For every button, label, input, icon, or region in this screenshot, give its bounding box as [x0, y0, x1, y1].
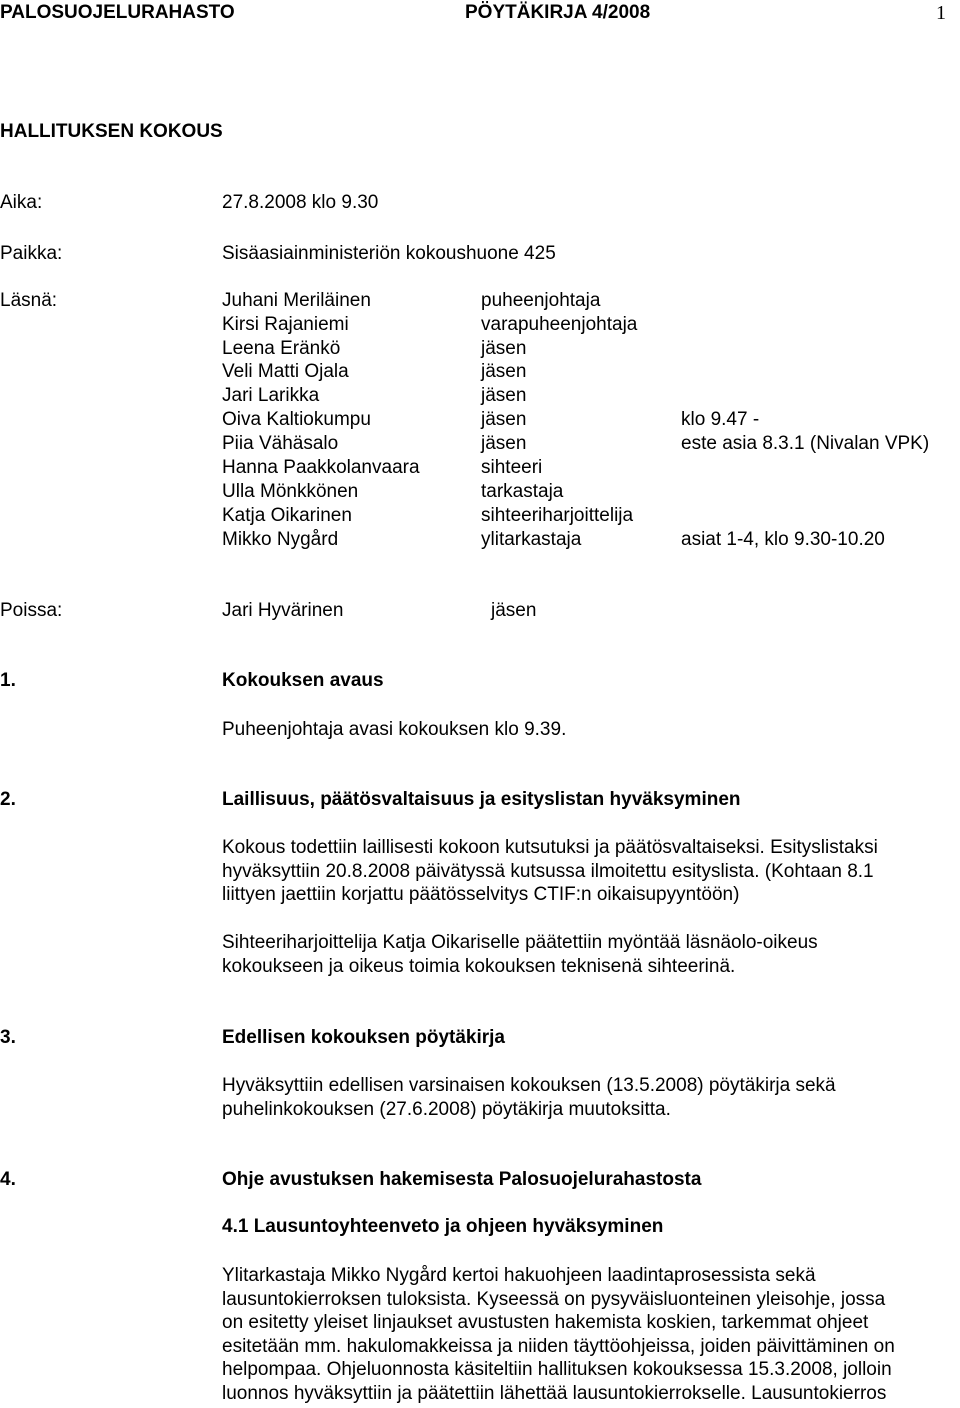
paragraph-line: esitetään mm. hakulomakkeissa ja niiden täyttöohjeissa, joiden päivittäminen on	[222, 1335, 895, 1357]
absent-role: jäsen	[491, 600, 537, 621]
header-org: PALOSUOJELURAHASTO	[0, 2, 235, 23]
section-heading: Laillisuus, päätösvaltaisuus ja esityslistan hyväksyminen	[222, 789, 741, 810]
section-heading: Kokouksen avaus	[222, 670, 384, 691]
paragraph-line: hyväksyttiin 20.8.2008 päivätyssä kutsussa ilmoitettu esityslista. (Kohtaan 8.1	[222, 860, 874, 882]
attendee-role: sihteeriharjoittelija	[481, 505, 634, 526]
section-heading: Ohje avustuksen hakemisesta Palosuojelurahastosta	[222, 1169, 702, 1190]
paragraph-line: lausuntokierroksen tuloksista. Kyseessä on pysyväisluonteinen yleisohje, jossa	[222, 1288, 886, 1310]
attendee-name: Katja Oikarinen	[222, 505, 352, 526]
header-doc-number: PÖYTÄKIRJA 4/2008	[465, 2, 651, 23]
attendee-role: jäsen	[481, 433, 527, 454]
attendee-name: Juhani Meriläinen	[222, 290, 371, 311]
section-number: 2.	[0, 789, 16, 810]
attendee-name: Veli Matti Ojala	[222, 361, 349, 382]
time-value: 27.8.2008 klo 9.30	[222, 192, 379, 213]
paragraph-line: on esitetty yleiset linjaukset avustusten hakemista koskien, tarkemmat ohjeet	[222, 1312, 869, 1333]
time-label: Aika:	[0, 192, 43, 213]
present-label: Läsnä:	[0, 290, 58, 311]
attendee-role: tarkastaja	[481, 481, 564, 502]
section-number: 4.	[0, 1169, 16, 1190]
paragraph-line: puhelinkokouksen (27.6.2008) pöytäkirja muutoksitta.	[222, 1098, 671, 1120]
attendee-role: ylitarkastaja	[481, 529, 582, 550]
attendee-name: Kirsi Rajaniemi	[222, 314, 349, 335]
attendee-role: varapuheenjohtaja	[481, 314, 638, 335]
attendee-role: jäsen	[481, 409, 527, 430]
paragraph-line: Sihteeriharjoittelija Katja Oikariselle päätettiin myöntää läsnäolo-oikeus	[222, 932, 818, 953]
section-paragraph	[222, 1074, 952, 1121]
paragraph-line: Hyväksyttiin edellisen varsinaisen kokouksen (13.5.2008) pöytäkirja sekä	[222, 1075, 836, 1096]
attendee-name: Mikko Nygård	[222, 529, 339, 550]
place-label: Paikka:	[0, 243, 63, 264]
section-number: 1.	[0, 670, 16, 691]
attendee-role: puheenjohtaja	[481, 290, 601, 311]
attendee-name: Leena Eränkö	[222, 338, 341, 359]
section-paragraph	[222, 1264, 952, 1405]
absent-name: Jari Hyvärinen	[222, 600, 344, 621]
attendee-note: klo 9.47 -	[681, 409, 760, 430]
attendee-name: Hanna Paakkolanvaara	[222, 457, 420, 478]
attendee-note: asiat 1-4, klo 9.30-10.20	[681, 529, 885, 550]
paragraph-line: helpompaa. Ohjeluonnosta käsiteltiin hallituksen kokouksessa 15.3.2008, jolloin	[222, 1359, 892, 1380]
attendee-name: Ulla Mönkkönen	[222, 481, 359, 502]
section-paragraph	[222, 931, 952, 978]
absent-label: Poissa:	[0, 600, 63, 621]
attendee-role: jäsen	[481, 361, 527, 382]
attendee-name: Jari Larikka	[222, 385, 320, 406]
page-number: 1	[936, 2, 946, 24]
attendee-role: jäsen	[481, 338, 527, 359]
attendee-role: jäsen	[481, 385, 527, 406]
section-heading: Edellisen kokouksen pöytäkirja	[222, 1027, 505, 1048]
section-number: 3.	[0, 1027, 16, 1048]
paragraph-line: kokoukseen ja oikeus toimia kokouksen teknisenä sihteerinä.	[222, 955, 736, 977]
section-paragraph: Puheenjohtaja avasi kokouksen klo 9.39.	[222, 719, 567, 740]
attendee-note: este asia 8.3.1 (Nivalan VPK)	[681, 433, 930, 454]
paragraph-line: liittyen jaettiin korjattu päätösselvitys CTIF:n oikaisupyyntöön)	[222, 884, 740, 905]
page-title: HALLITUKSEN KOKOUS	[0, 121, 223, 142]
section-paragraph	[222, 836, 952, 907]
attendee-name: Piia Vähäsalo	[222, 433, 339, 454]
subsection-heading: 4.1 Lausuntoyhteenveto ja ohjeen hyväksyminen	[222, 1216, 664, 1237]
paragraph-line: Kokous todettiin laillisesti kokoon kutsutuksi ja päätösvaltaiseksi. Esityslistaksi	[222, 837, 878, 858]
attendee-role: sihteeri	[481, 457, 543, 478]
paragraph-line: luonnos hyväksyttiin ja päätettiin lähettää lausuntokierrokselle. Lausuntokierros	[222, 1382, 887, 1404]
attendee-name: Oiva Kaltiokumpu	[222, 409, 371, 430]
paragraph-line: Ylitarkastaja Mikko Nygård kertoi hakuohjeen laadintaprosessista sekä	[222, 1265, 816, 1286]
place-value: Sisäasiainministeriön kokoushuone 425	[222, 243, 556, 264]
